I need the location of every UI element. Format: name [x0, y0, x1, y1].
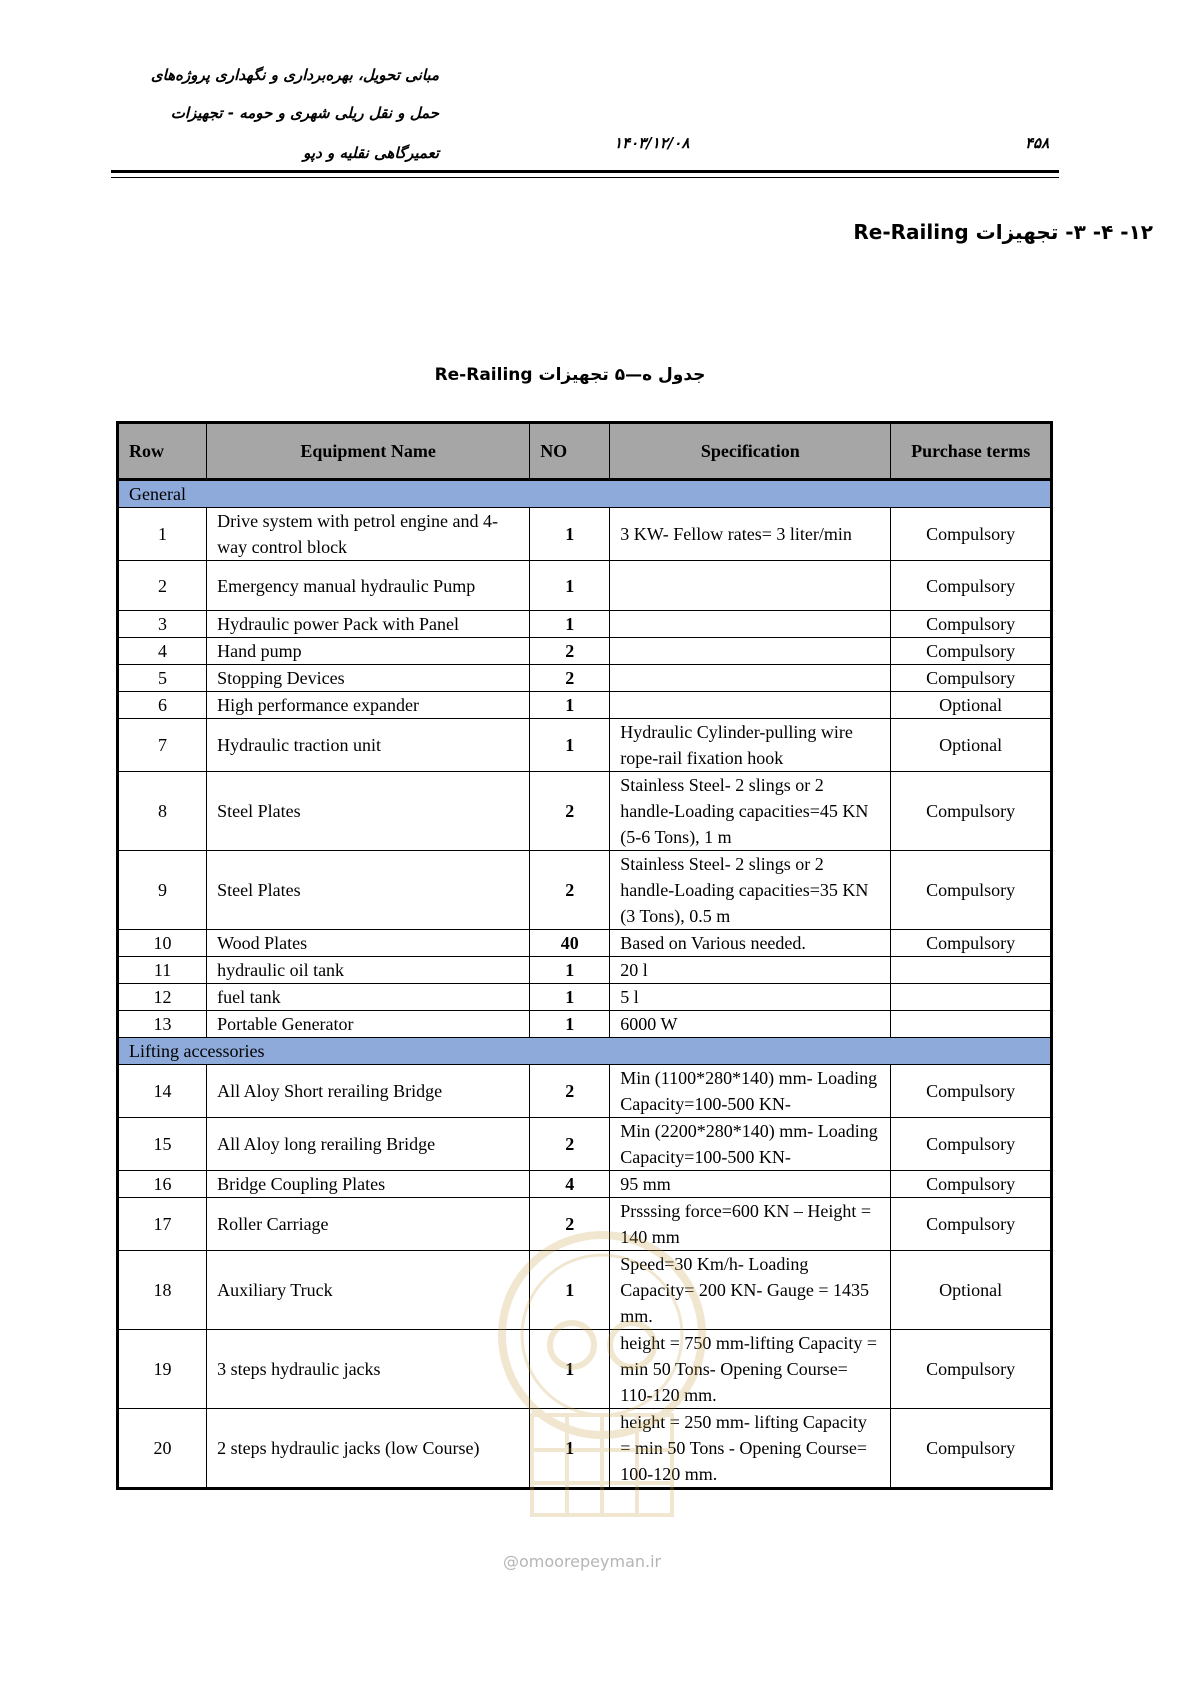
cell-specification — [610, 611, 891, 638]
cell-equipment-name: All Aloy Short rerailing Bridge — [207, 1065, 530, 1118]
header-no: NO — [530, 423, 610, 480]
header-specification: Specification — [610, 423, 891, 480]
cell-equipment-name: Steel Plates — [207, 772, 530, 851]
cell-equipment-name: hydraulic oil tank — [207, 957, 530, 984]
cell-specification — [610, 665, 891, 692]
cell-purchase-terms: Compulsory — [891, 561, 1052, 611]
cell-equipment-name: fuel tank — [207, 984, 530, 1011]
cell-row-number: 15 — [118, 1118, 207, 1171]
equipment-table — [116, 421, 1053, 1490]
cell-purchase-terms: Compulsory — [891, 508, 1052, 561]
table-caption: جدول ه—۵ تجهیزات Re-Railing — [434, 365, 706, 385]
cell-purchase-terms: Compulsory — [891, 772, 1052, 851]
cell-purchase-terms: Compulsory — [891, 1171, 1052, 1198]
cell-row-number: 10 — [118, 930, 207, 957]
cell-equipment-name: Auxiliary Truck — [207, 1251, 530, 1330]
table-header-row — [118, 423, 1052, 480]
table-row — [118, 1065, 1052, 1118]
cell-specification: Prsssing force=600 KN – Height = 140 mm — [610, 1198, 891, 1251]
cell-equipment-name: Drive system with petrol engine and 4-way control block — [207, 508, 530, 561]
cell-specification: Based on Various needed. — [610, 930, 891, 957]
cell-equipment-name: Roller Carriage — [207, 1198, 530, 1251]
cell-specification: height = 750 mm-lifting Capacity = min 50 Tons- Opening Course= 110-120 mm. — [610, 1330, 891, 1409]
table-row — [118, 1011, 1052, 1038]
cell-equipment-name: All Aloy long rerailing Bridge — [207, 1118, 530, 1171]
table-row — [118, 561, 1052, 611]
cell-specification: 3 KW- Fellow rates= 3 liter/min — [610, 508, 891, 561]
header-rule-thin — [111, 177, 1059, 178]
header-date: ۱۴۰۳/۱۲/۰۸ — [614, 134, 690, 152]
cell-quantity: 1 — [530, 1330, 610, 1409]
header-purchase-terms: Purchase terms — [891, 423, 1052, 480]
cell-equipment-name: Hydraulic traction unit — [207, 719, 530, 772]
table-group-row — [118, 480, 1052, 508]
cell-equipment-name: Steel Plates — [207, 851, 530, 930]
cell-specification — [610, 561, 891, 611]
cell-quantity: 1 — [530, 957, 610, 984]
table-row — [118, 1251, 1052, 1330]
cell-quantity: 1 — [530, 1251, 610, 1330]
cell-row-number: 7 — [118, 719, 207, 772]
cell-quantity: 1 — [530, 1409, 610, 1489]
table-row — [118, 638, 1052, 665]
cell-purchase-terms: Compulsory — [891, 1118, 1052, 1171]
table-row — [118, 1171, 1052, 1198]
table-body — [118, 480, 1052, 1489]
table-row — [118, 851, 1052, 930]
cell-purchase-terms: Compulsory — [891, 1330, 1052, 1409]
table-row — [118, 1118, 1052, 1171]
cell-row-number: 3 — [118, 611, 207, 638]
cell-row-number: 11 — [118, 957, 207, 984]
cell-equipment-name: Hand pump — [207, 638, 530, 665]
cell-equipment-name: High performance expander — [207, 692, 530, 719]
cell-equipment-name: Emergency manual hydraulic Pump — [207, 561, 530, 611]
cell-equipment-name: Portable Generator — [207, 1011, 530, 1038]
cell-purchase-terms: Compulsory — [891, 1198, 1052, 1251]
cell-equipment-name: 3 steps hydraulic jacks — [207, 1330, 530, 1409]
cell-row-number: 20 — [118, 1409, 207, 1489]
cell-quantity: 1 — [530, 508, 610, 561]
header-rule-thick — [111, 170, 1059, 173]
cell-specification: Speed=30 Km/h- Loading Capacity= 200 KN- Gauge = 1435 mm. — [610, 1251, 891, 1330]
cell-row-number: 14 — [118, 1065, 207, 1118]
cell-quantity: 1 — [530, 719, 610, 772]
table-row — [118, 665, 1052, 692]
header-title-line-2: حمل و نقل ریلی شهری و حومه - تجهیزات — [170, 104, 439, 122]
table-row — [118, 611, 1052, 638]
cell-specification: Min (1100*280*140) mm- Loading Capacity=100-500 KN- — [610, 1065, 891, 1118]
cell-specification: height = 250 mm- lifting Capacity = min 50 Tons - Opening Course= 100-120 mm. — [610, 1409, 891, 1489]
cell-row-number: 19 — [118, 1330, 207, 1409]
cell-quantity: 2 — [530, 851, 610, 930]
group-label: General — [118, 480, 1052, 508]
header-equipment-name: Equipment Name — [207, 423, 530, 480]
cell-purchase-terms: Optional — [891, 1251, 1052, 1330]
cell-row-number: 8 — [118, 772, 207, 851]
cell-purchase-terms: Optional — [891, 719, 1052, 772]
watermark-text: @omoorepeyman.ir — [503, 1552, 662, 1571]
group-label: Lifting accessories — [118, 1038, 1052, 1065]
cell-purchase-terms: Compulsory — [891, 638, 1052, 665]
cell-specification — [610, 638, 891, 665]
cell-quantity: 2 — [530, 1118, 610, 1171]
header-title-line-1: مبانی تحویل، بهره‌برداری و نگهداری پروژه‌های — [150, 66, 439, 84]
header-row: Row — [118, 423, 207, 480]
header-title-line-3: تعمیرگاهی نقلیه و دپو — [303, 144, 439, 162]
cell-equipment-name: Hydraulic power Pack with Panel — [207, 611, 530, 638]
table-row — [118, 957, 1052, 984]
cell-quantity: 40 — [530, 930, 610, 957]
cell-purchase-terms: Compulsory — [891, 851, 1052, 930]
cell-row-number: 12 — [118, 984, 207, 1011]
table-row — [118, 692, 1052, 719]
cell-specification: 6000 W — [610, 1011, 891, 1038]
cell-row-number: 5 — [118, 665, 207, 692]
table-row — [118, 1198, 1052, 1251]
cell-row-number: 9 — [118, 851, 207, 930]
table-row — [118, 1330, 1052, 1409]
cell-equipment-name: Stopping Devices — [207, 665, 530, 692]
cell-quantity: 1 — [530, 611, 610, 638]
cell-specification: Min (2200*280*140) mm- Loading Capacity=100-500 KN- — [610, 1118, 891, 1171]
cell-equipment-name: Wood Plates — [207, 930, 530, 957]
table-row — [118, 508, 1052, 561]
table-row — [118, 772, 1052, 851]
cell-purchase-terms: Compulsory — [891, 611, 1052, 638]
cell-specification: 20 l — [610, 957, 891, 984]
cell-row-number: 16 — [118, 1171, 207, 1198]
cell-quantity: 1 — [530, 1011, 610, 1038]
cell-equipment-name: Bridge Coupling Plates — [207, 1171, 530, 1198]
cell-equipment-name: 2 steps hydraulic jacks (low Course) — [207, 1409, 530, 1489]
cell-purchase-terms: Compulsory — [891, 1065, 1052, 1118]
cell-purchase-terms — [891, 1011, 1052, 1038]
cell-purchase-terms — [891, 957, 1052, 984]
table-group-row — [118, 1038, 1052, 1065]
cell-purchase-terms — [891, 984, 1052, 1011]
cell-purchase-terms: Compulsory — [891, 665, 1052, 692]
cell-row-number: 13 — [118, 1011, 207, 1038]
cell-specification — [610, 692, 891, 719]
cell-quantity: 2 — [530, 1065, 610, 1118]
table-row — [118, 984, 1052, 1011]
cell-purchase-terms: Optional — [891, 692, 1052, 719]
cell-quantity: 2 — [530, 772, 610, 851]
cell-quantity: 1 — [530, 984, 610, 1011]
cell-row-number: 1 — [118, 508, 207, 561]
cell-specification: 95 mm — [610, 1171, 891, 1198]
table-row — [118, 930, 1052, 957]
cell-purchase-terms: Compulsory — [891, 1409, 1052, 1489]
section-heading: ۱۲- ۴- ۳- تجهیزات Re-Railing — [853, 220, 1153, 244]
cell-specification: Stainless Steel- 2 slings or 2 handle-Loading capacities=45 KN (5-6 Tons), 1 m — [610, 772, 891, 851]
cell-row-number: 6 — [118, 692, 207, 719]
cell-row-number: 4 — [118, 638, 207, 665]
cell-quantity: 2 — [530, 638, 610, 665]
table-row — [118, 1409, 1052, 1489]
cell-quantity: 2 — [530, 665, 610, 692]
cell-row-number: 17 — [118, 1198, 207, 1251]
cell-purchase-terms: Compulsory — [891, 930, 1052, 957]
page-number: ۴۵۸ — [1025, 134, 1050, 152]
cell-specification: Hydraulic Cylinder-pulling wire rope-rail fixation hook — [610, 719, 891, 772]
cell-row-number: 18 — [118, 1251, 207, 1330]
cell-specification: Stainless Steel- 2 slings or 2 handle-Loading capacities=35 KN (3 Tons), 0.5 m — [610, 851, 891, 930]
cell-quantity: 4 — [530, 1171, 610, 1198]
cell-specification: 5 l — [610, 984, 891, 1011]
cell-quantity: 1 — [530, 561, 610, 611]
cell-quantity: 1 — [530, 692, 610, 719]
table-row — [118, 719, 1052, 772]
cell-quantity: 2 — [530, 1198, 610, 1251]
cell-row-number: 2 — [118, 561, 207, 611]
